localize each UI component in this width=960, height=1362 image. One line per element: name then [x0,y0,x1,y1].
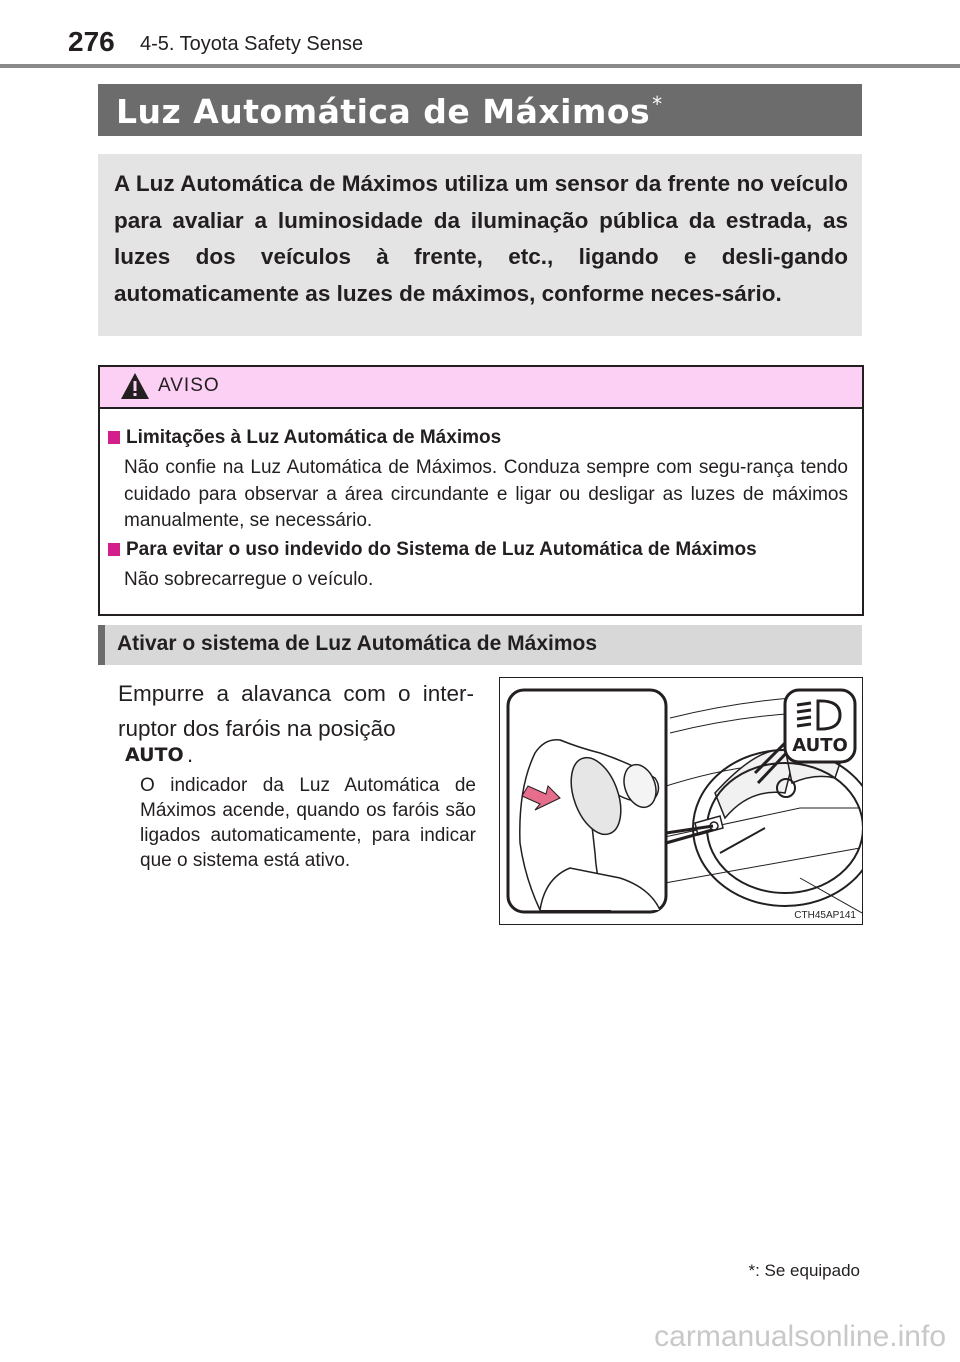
section-heading-bar [98,625,862,665]
page-number: 276 [68,26,115,57]
step-end: . [187,742,194,767]
figure [499,677,863,925]
watermark: carmanualsonline.info [654,1320,946,1353]
header-rule [0,64,960,68]
warning-item-body: Não sobrecarregue o veículo. [124,569,374,590]
section-header: 4-5. Toyota Safety Sense [140,33,364,55]
warning-box [98,365,864,616]
title-text: Luz Automática de Máximos [116,92,651,131]
page-title [116,92,663,131]
footnote-asterisk: * [748,1261,756,1280]
warning-header [100,367,862,409]
auto-callout-label: AUTO [792,735,848,756]
warning-item-body: Não confie na Luz Automática de Máximos. Conduza sempre com segu-rança tendo cuidado para observar a área circundante e ligar ou desligar as luzes de máximos manualmente, se necessário. [124,457,848,531]
footnote [748,1261,860,1281]
warning-triangle-icon [120,372,150,400]
warning-item-title [108,539,757,561]
steering-illustration [500,678,862,924]
step-text: Empurre a alavanca com o inter-ruptor dos faróis na posição [118,681,474,741]
step-note: O indicador da Luz Automática de Máximos acende, quando os faróis são ligados automaticamente, para indicar que o sistema está ativo. [140,775,476,871]
intro-text: A Luz Automática de Máximos utiliza um sensor da frente no veículo para avaliar a luminosidade da iluminação pública da estrada, as luzes dos veículos à frente, etc., ligando e desli-gando automaticamente as luzes de máximos, conforme neces-sário. [114,171,848,306]
bullet-square-icon [108,543,120,556]
auto-symbol-text: AUTO [125,744,184,765]
title-asterisk: * [652,92,663,116]
footnote-text: : Se equipado [755,1261,860,1280]
auto-headlight-callout [785,690,855,762]
auto-symbol-icon [125,743,185,765]
figure-code: CTH45AP141 [794,910,856,921]
intro-box [98,154,862,336]
warning-item-title-text: Para evitar o uso indevido do Sistema de Luz Automática de Máximos [126,539,757,560]
warning-label: AVISO [158,375,220,396]
bullet-square-icon [108,431,120,444]
warning-item-title-text: Limitações à Luz Automática de Máximos [126,427,502,448]
warning-item-title [108,427,501,449]
title-bar [98,84,862,136]
section-heading: Ativar o sistema de Luz Automática de Máximos [117,632,598,655]
